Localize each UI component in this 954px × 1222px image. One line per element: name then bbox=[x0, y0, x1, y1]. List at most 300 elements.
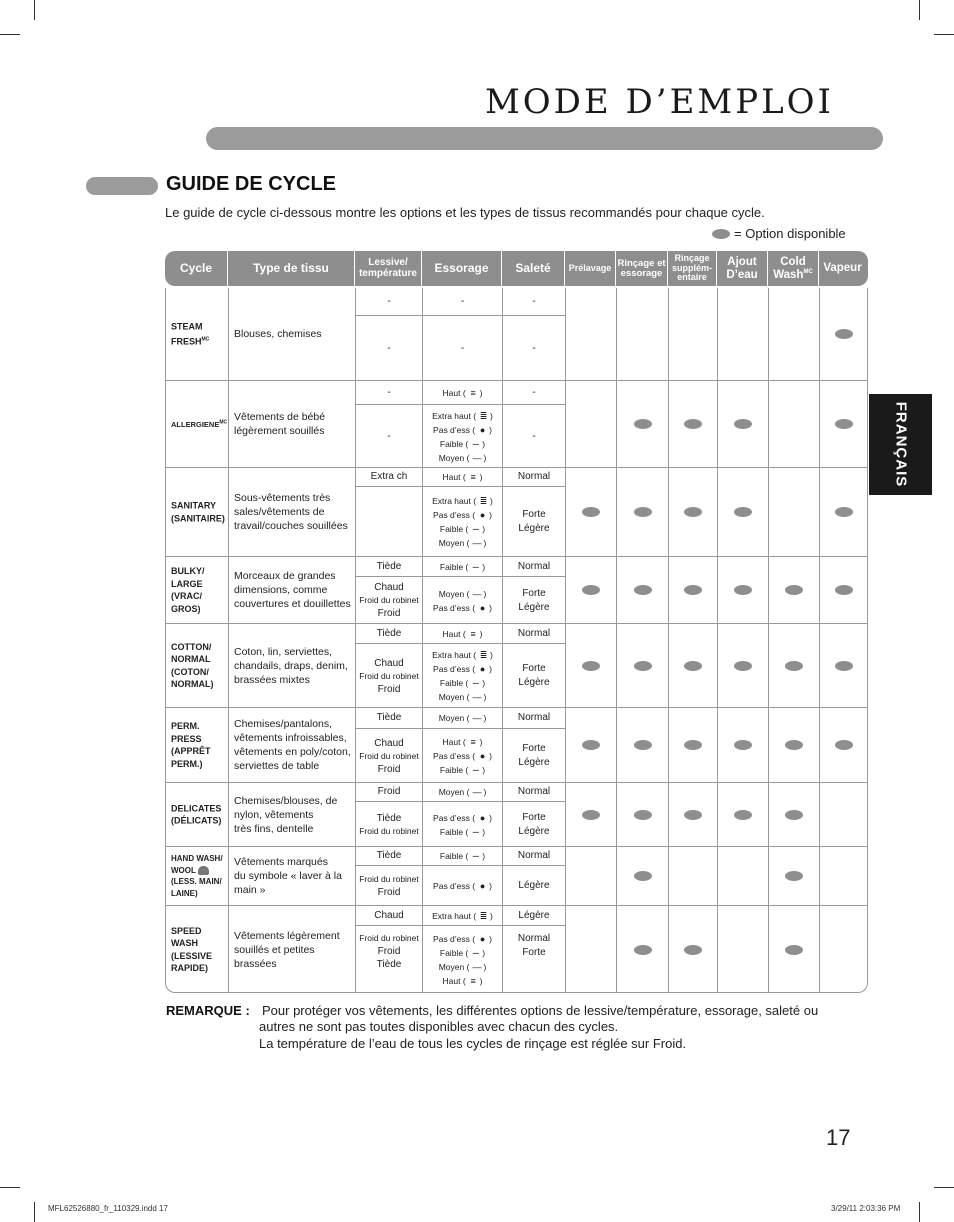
temp-value: - bbox=[387, 430, 391, 442]
fabric-line: Sous-vêtements très bbox=[234, 492, 331, 504]
intro-text: Le guide de cycle ci-dessous montre les options et les types de tissus recommandés pour chaque cycle. bbox=[165, 205, 765, 220]
option-cell bbox=[769, 708, 820, 782]
no-spin-icon: ● bbox=[479, 424, 485, 435]
spin-label: Extra haut bbox=[432, 650, 471, 660]
spin-label: Faible bbox=[439, 947, 464, 958]
page-header-title: MODE D’EMPLOI bbox=[484, 82, 834, 122]
option-dot-icon bbox=[712, 229, 730, 239]
fabric-line: vêtements en poly/coton, bbox=[234, 746, 351, 758]
option-cell bbox=[769, 468, 820, 556]
language-tab-label: FRANÇAIS bbox=[892, 401, 909, 488]
option-dot-icon bbox=[785, 740, 803, 750]
option-dot-icon bbox=[684, 419, 702, 429]
spin-option: Extra haut ( ≣ ) bbox=[432, 410, 493, 421]
soil-value: Normal bbox=[517, 933, 551, 944]
temp-cell bbox=[356, 624, 423, 707]
soil-value: Normal bbox=[503, 468, 565, 487]
temp-value: Chaud bbox=[374, 657, 404, 669]
option-dot-icon bbox=[835, 419, 853, 429]
cycle-name-line: PERM. bbox=[171, 721, 200, 731]
option-cell bbox=[820, 783, 867, 846]
spin-label: Haut bbox=[442, 387, 461, 398]
soil-value: Normal bbox=[503, 557, 565, 577]
soil-values bbox=[503, 926, 565, 993]
temp-values bbox=[356, 926, 422, 993]
header-fabric: Type de tissu bbox=[228, 251, 355, 286]
soil-value: - bbox=[503, 288, 565, 316]
cycle-name-line: FRESH bbox=[171, 336, 202, 346]
option-cell bbox=[769, 906, 820, 993]
cycle-cell bbox=[166, 783, 229, 846]
cycle-name-line: HAND WASH/ bbox=[171, 854, 223, 863]
temp-cell bbox=[356, 288, 423, 380]
temp-cell bbox=[356, 708, 423, 782]
spin-low-icon: --- bbox=[472, 765, 479, 775]
spin-label: Faible bbox=[439, 826, 464, 837]
option-cell bbox=[820, 288, 867, 380]
footer-timestamp: 3/29/11 2:03:36 PM bbox=[831, 1204, 901, 1213]
spin-option: Haut ( ≡ ) bbox=[423, 381, 502, 405]
soil-value: Normal bbox=[503, 783, 565, 802]
temp-value: - bbox=[387, 342, 391, 354]
spin-options bbox=[423, 487, 502, 557]
spin-label: Haut bbox=[442, 472, 461, 482]
cycle-cell bbox=[166, 847, 229, 905]
header-steam: Vapeur bbox=[823, 262, 862, 275]
temp-value: Tiède bbox=[356, 557, 422, 577]
spin-medium-icon: — bbox=[472, 538, 481, 548]
soil-values bbox=[503, 487, 565, 557]
cycle-name-line: LAINE) bbox=[171, 888, 198, 898]
soil-value: - bbox=[532, 342, 536, 354]
spin-option: Haut ( ≡ ) bbox=[423, 624, 502, 644]
temp-cell bbox=[356, 906, 423, 993]
fabric-line: du symbole « laver à la bbox=[234, 870, 342, 882]
option-cell bbox=[820, 468, 867, 556]
spin-high-icon: ≡ bbox=[470, 737, 475, 747]
cycle-name-line: BULKY/ bbox=[171, 566, 205, 576]
option-dot-icon bbox=[634, 585, 652, 595]
option-dot-icon bbox=[684, 507, 702, 517]
spin-cell bbox=[423, 624, 503, 707]
temp-values bbox=[356, 729, 422, 783]
crop-mark bbox=[34, 1202, 35, 1222]
spin-label: Pas d’ess bbox=[433, 602, 470, 613]
spin-label: Haut bbox=[442, 975, 461, 986]
soil-value: Légère bbox=[518, 757, 550, 768]
cycle-name-line: NORMAL) bbox=[171, 679, 214, 689]
header-spin: Essorage bbox=[422, 251, 502, 286]
spin-options bbox=[423, 729, 502, 783]
spin-option: Haut ( ≡ ) bbox=[442, 975, 483, 986]
header-cycle: Cycle bbox=[165, 251, 228, 286]
fabric-cell bbox=[229, 624, 356, 707]
spin-options bbox=[423, 405, 502, 468]
option-dot-icon bbox=[835, 585, 853, 595]
option-cell bbox=[769, 288, 820, 380]
no-spin-icon: ● bbox=[479, 881, 485, 891]
fabric-line: sales/vêtements de bbox=[234, 506, 325, 518]
option-cell bbox=[718, 783, 769, 846]
temp-cell bbox=[356, 381, 423, 467]
cycle-cell bbox=[166, 468, 229, 556]
temp-value: Froid du robinet bbox=[359, 933, 419, 943]
soil-values bbox=[503, 644, 565, 708]
cycle-name-line: (SANITAIRE) bbox=[171, 513, 225, 523]
header-extra-rinse-line2: supplém- bbox=[671, 262, 712, 273]
spin-label: Faible bbox=[439, 561, 464, 572]
spin-low-icon: --- bbox=[472, 851, 479, 861]
cycle-name-line: PRESS bbox=[171, 733, 202, 744]
fabric-cell bbox=[229, 557, 356, 623]
option-dot-icon bbox=[634, 810, 652, 820]
cycle-cell bbox=[166, 708, 229, 782]
option-dot-icon bbox=[835, 661, 853, 671]
cycle-name bbox=[171, 641, 229, 691]
fabric-text bbox=[234, 569, 356, 611]
temp-value: Froid bbox=[377, 887, 401, 898]
soil-value: Normal bbox=[503, 847, 565, 866]
fabric-line: souillés et petites bbox=[234, 943, 315, 956]
footer-file-info: MFL62526880_fr_110329.indd 17 bbox=[48, 1204, 168, 1213]
fabric-line: travail/couches souillées bbox=[234, 520, 348, 532]
no-spin-icon: ● bbox=[479, 933, 485, 944]
option-cell bbox=[769, 847, 820, 905]
soil-values bbox=[503, 802, 565, 847]
cycle-name bbox=[171, 500, 229, 525]
fabric-cell bbox=[229, 381, 356, 467]
spin-cell bbox=[423, 847, 503, 905]
temp-cell bbox=[356, 783, 423, 846]
cycle-name-line: COTTON/ bbox=[171, 641, 212, 652]
spin-label: Moyen bbox=[438, 588, 465, 599]
spin-cell bbox=[423, 557, 503, 623]
option-cell bbox=[566, 708, 617, 782]
fabric-text bbox=[234, 410, 356, 438]
spin-medium-icon: — bbox=[472, 713, 481, 723]
spin-option: Moyen ( — ) bbox=[438, 692, 487, 702]
section-pill bbox=[86, 177, 158, 195]
spin-extra-high-icon: ≣ bbox=[479, 410, 487, 421]
spin-extra-high-icon: ≣ bbox=[479, 910, 487, 921]
temp-value: Froid bbox=[377, 608, 401, 619]
soil-cell bbox=[503, 624, 566, 707]
option-dot-icon bbox=[634, 945, 652, 955]
soil-cell bbox=[503, 557, 566, 623]
page-number: 17 bbox=[826, 1125, 851, 1150]
temp-value: Chaud bbox=[356, 906, 422, 926]
spin-cell bbox=[423, 906, 503, 993]
wool-icon bbox=[198, 866, 209, 875]
cycle-name-line: SPEED bbox=[171, 925, 202, 936]
option-cell bbox=[566, 783, 617, 846]
spin-low-icon: --- bbox=[472, 561, 479, 572]
cycle-name bbox=[171, 925, 229, 975]
fabric-line: dimensions, comme bbox=[234, 584, 328, 596]
option-cell bbox=[669, 468, 718, 556]
fabric-line: Vêtements de bébé bbox=[234, 411, 326, 423]
table-row bbox=[166, 468, 867, 557]
header-cold-wash-word: Wash bbox=[773, 268, 804, 281]
spin-extra-high-icon: ≣ bbox=[479, 650, 487, 660]
temp-value: Extra ch bbox=[356, 468, 422, 487]
temp-value: Froid du robinet bbox=[359, 825, 419, 836]
option-dot-icon bbox=[835, 329, 853, 339]
cycle-name-line: ALLERGIENE bbox=[171, 420, 220, 429]
spin-option: Faible ( --- ) bbox=[439, 438, 486, 449]
option-dot-icon bbox=[734, 585, 752, 595]
option-cell bbox=[769, 557, 820, 623]
temp-value: Tiède bbox=[356, 624, 422, 644]
temp-value: Froid du robinet bbox=[359, 874, 419, 884]
spin-label: Pas d’ess bbox=[433, 881, 470, 891]
fabric-line: vêtements infroissables, bbox=[234, 732, 347, 744]
option-dot-icon bbox=[684, 740, 702, 750]
cycle-cell bbox=[166, 557, 229, 623]
section-title: GUIDE DE CYCLE bbox=[166, 173, 337, 195]
fabric-text bbox=[234, 645, 356, 687]
option-dot-icon bbox=[734, 810, 752, 820]
spin-option: Extra haut ( ≣ ) bbox=[423, 906, 502, 926]
spin-label: Haut bbox=[442, 628, 461, 639]
option-cell bbox=[820, 624, 867, 707]
fabric-line: Vêtements marqués bbox=[234, 856, 328, 868]
header-add-water-line1: Ajout bbox=[727, 256, 757, 269]
no-spin-icon: ● bbox=[479, 510, 485, 520]
soil-value: Légère bbox=[518, 523, 550, 534]
spin-option: Moyen ( — ) bbox=[438, 538, 487, 548]
cycle-name-line: (LESSIVE bbox=[171, 950, 213, 961]
spin-option: Pas d’ess ( ● ) bbox=[433, 424, 492, 435]
spin-options bbox=[423, 926, 502, 993]
spin-low-icon: --- bbox=[472, 524, 479, 534]
option-cell bbox=[820, 847, 867, 905]
table-header bbox=[165, 251, 868, 286]
fabric-line: Vêtements légèrement bbox=[234, 929, 340, 942]
option-cell bbox=[669, 381, 718, 467]
spin-medium-icon: — bbox=[472, 692, 481, 702]
fabric-cell bbox=[229, 468, 356, 556]
temp-value: Chaud bbox=[374, 582, 404, 593]
remark-line: Pour protéger vos vêtements, les différentes options de lessive/température, essorage, saleté ou bbox=[262, 1003, 819, 1018]
cycle-name-line: LARGE bbox=[171, 578, 203, 589]
option-dot-icon bbox=[634, 740, 652, 750]
soil-cell bbox=[503, 288, 566, 380]
temp-value: Chaud bbox=[374, 737, 404, 749]
option-dot-icon bbox=[734, 740, 752, 750]
option-cell bbox=[566, 624, 617, 707]
spin-label: Faible bbox=[439, 524, 464, 534]
spin-label: Extra haut bbox=[432, 910, 471, 921]
temp-value: Froid du robinet bbox=[359, 595, 419, 605]
soil-cell bbox=[503, 783, 566, 846]
option-cell bbox=[669, 783, 718, 846]
table-row bbox=[166, 624, 867, 708]
cycle-name-line: (APPRÊT bbox=[171, 746, 211, 756]
option-dot-icon bbox=[634, 661, 652, 671]
spin-option: Moyen ( — ) bbox=[438, 452, 487, 463]
soil-cell bbox=[503, 847, 566, 905]
option-dot-icon bbox=[582, 585, 600, 595]
soil-value: Légère bbox=[503, 906, 565, 926]
option-cell bbox=[769, 624, 820, 707]
cycle-name-line: WASH bbox=[171, 938, 198, 948]
spin-option: Faible ( --- ) bbox=[439, 765, 486, 775]
header-temp-line2: température bbox=[359, 267, 417, 279]
spin-label: Moyen bbox=[438, 787, 465, 797]
no-spin-icon: ● bbox=[479, 664, 485, 674]
header-soil: Saleté bbox=[502, 251, 565, 286]
remark-label: REMARQUE : bbox=[166, 1003, 250, 1018]
fabric-line: nylon, vêtements bbox=[234, 808, 314, 821]
soil-value: Normal bbox=[503, 708, 565, 729]
spin-option: Moyen ( — ) bbox=[423, 708, 502, 729]
soil-value: - bbox=[532, 430, 536, 442]
table-row bbox=[166, 847, 867, 906]
option-dot-icon bbox=[835, 740, 853, 750]
cycle-name-line: GROS) bbox=[171, 603, 201, 614]
spin-label: Moyen bbox=[438, 538, 465, 548]
temp-values bbox=[356, 577, 422, 624]
cycle-cell bbox=[166, 906, 229, 993]
table-row bbox=[166, 557, 867, 624]
option-cell bbox=[566, 288, 617, 380]
fabric-text bbox=[234, 855, 356, 897]
option-cell bbox=[820, 906, 867, 993]
crop-mark bbox=[919, 1202, 920, 1222]
soil-value: Forte bbox=[522, 947, 546, 958]
spin-label: Moyen bbox=[438, 692, 465, 702]
soil-value: Forte bbox=[522, 587, 546, 599]
temp-value: Tiède bbox=[376, 812, 402, 824]
cycle-name bbox=[171, 720, 229, 770]
header-add-water bbox=[717, 251, 768, 286]
spin-label: Moyen bbox=[438, 713, 465, 723]
option-dot-icon bbox=[734, 419, 752, 429]
spin-low-icon: --- bbox=[472, 826, 479, 837]
option-cell bbox=[617, 708, 669, 782]
crop-mark bbox=[0, 34, 20, 35]
crop-mark bbox=[0, 1187, 20, 1188]
option-cell bbox=[617, 906, 669, 993]
cycle-name bbox=[171, 321, 229, 348]
temp-value: Tiède bbox=[376, 959, 402, 970]
header-extra-rinse bbox=[668, 251, 717, 286]
cycle-name-line: (VRAC/ bbox=[171, 591, 202, 601]
option-dot-icon bbox=[684, 585, 702, 595]
spin-options bbox=[423, 866, 502, 906]
spin-label: Pas d’ess bbox=[433, 424, 470, 435]
crop-mark bbox=[934, 34, 954, 35]
soil-cell bbox=[503, 381, 566, 467]
option-cell bbox=[669, 847, 718, 905]
cycle-cell bbox=[166, 381, 229, 467]
table-row bbox=[166, 381, 867, 468]
soil-value: Forte bbox=[522, 743, 546, 754]
crop-mark bbox=[34, 0, 35, 20]
soil-cell bbox=[503, 468, 566, 556]
spin-medium-icon: — bbox=[472, 452, 481, 463]
soil-value: Légère bbox=[518, 880, 550, 891]
option-cell bbox=[617, 468, 669, 556]
spin-value: - bbox=[460, 342, 465, 354]
temp-value: Froid bbox=[377, 763, 401, 775]
option-cell bbox=[566, 557, 617, 623]
cycle-name-line: (LESS. MAIN/ bbox=[171, 877, 222, 886]
spin-medium-icon: — bbox=[472, 787, 481, 797]
spin-label: Pas d’ess bbox=[433, 510, 470, 520]
spin-options bbox=[423, 644, 502, 708]
cycle-name-line: (DÉLICATS) bbox=[171, 815, 222, 826]
header-bar bbox=[206, 127, 883, 150]
soil-values bbox=[503, 729, 565, 783]
option-cell bbox=[669, 906, 718, 993]
spin-high-icon: ≡ bbox=[470, 975, 475, 986]
option-cell bbox=[566, 847, 617, 905]
option-cell bbox=[718, 624, 769, 707]
option-cell bbox=[617, 624, 669, 707]
fabric-text: Blouses, chemises bbox=[234, 328, 322, 340]
cycle-name-sup: MC bbox=[219, 419, 228, 426]
fabric-line: Coton, lin, serviettes, bbox=[234, 645, 333, 658]
option-cell bbox=[617, 288, 669, 380]
spin-label: Faible bbox=[439, 851, 464, 861]
spin-extra-high-icon: ≣ bbox=[479, 496, 487, 506]
option-cell bbox=[820, 708, 867, 782]
crop-mark bbox=[919, 0, 920, 20]
fabric-line: brassées mixtes bbox=[234, 673, 310, 686]
spin-label: Faible bbox=[439, 765, 464, 775]
crop-mark bbox=[934, 1187, 954, 1188]
fabric-cell bbox=[229, 288, 356, 380]
spin-option: Faible ( --- ) bbox=[439, 524, 486, 534]
header-temp-line1: Lessive/ bbox=[368, 257, 408, 268]
table-row bbox=[166, 906, 867, 993]
fabric-line: légèrement souillés bbox=[234, 425, 325, 437]
option-dot-icon bbox=[634, 419, 652, 429]
temp-value: - bbox=[356, 381, 422, 405]
option-cell bbox=[617, 783, 669, 846]
spin-option: Faible ( --- ) bbox=[439, 947, 486, 958]
soil-value: - bbox=[503, 381, 565, 405]
cycle-name-line: STEAM bbox=[171, 321, 203, 332]
option-dot-icon bbox=[684, 661, 702, 671]
cycle-name-line: SANITARY bbox=[171, 500, 216, 511]
spin-label: Faible bbox=[439, 678, 464, 688]
cycle-name-line: PERM.) bbox=[171, 758, 203, 769]
header-add-water-line2: D’eau bbox=[726, 268, 758, 281]
option-dot-icon bbox=[582, 507, 600, 517]
option-dot-icon bbox=[785, 871, 803, 881]
option-cell bbox=[718, 847, 769, 905]
no-spin-icon: ● bbox=[479, 812, 485, 823]
option-cell bbox=[769, 381, 820, 467]
soil-cell bbox=[503, 906, 566, 993]
spin-label: Faible bbox=[439, 438, 464, 449]
fabric-line: main » bbox=[234, 884, 266, 896]
option-cell bbox=[718, 468, 769, 556]
header-cold-wash-line2 bbox=[773, 269, 813, 281]
header-extra-rinse-line1: Rinçage bbox=[674, 253, 710, 264]
soil-value: Normal bbox=[503, 624, 565, 644]
fabric-text bbox=[234, 717, 356, 773]
option-dot-icon bbox=[734, 661, 752, 671]
fabric-line: très fins, dentelle bbox=[234, 822, 314, 835]
option-cell bbox=[820, 557, 867, 623]
temp-value: Froid bbox=[377, 946, 401, 957]
option-cell bbox=[617, 381, 669, 467]
spin-option: Pas d’ess ( ● ) bbox=[433, 751, 492, 761]
